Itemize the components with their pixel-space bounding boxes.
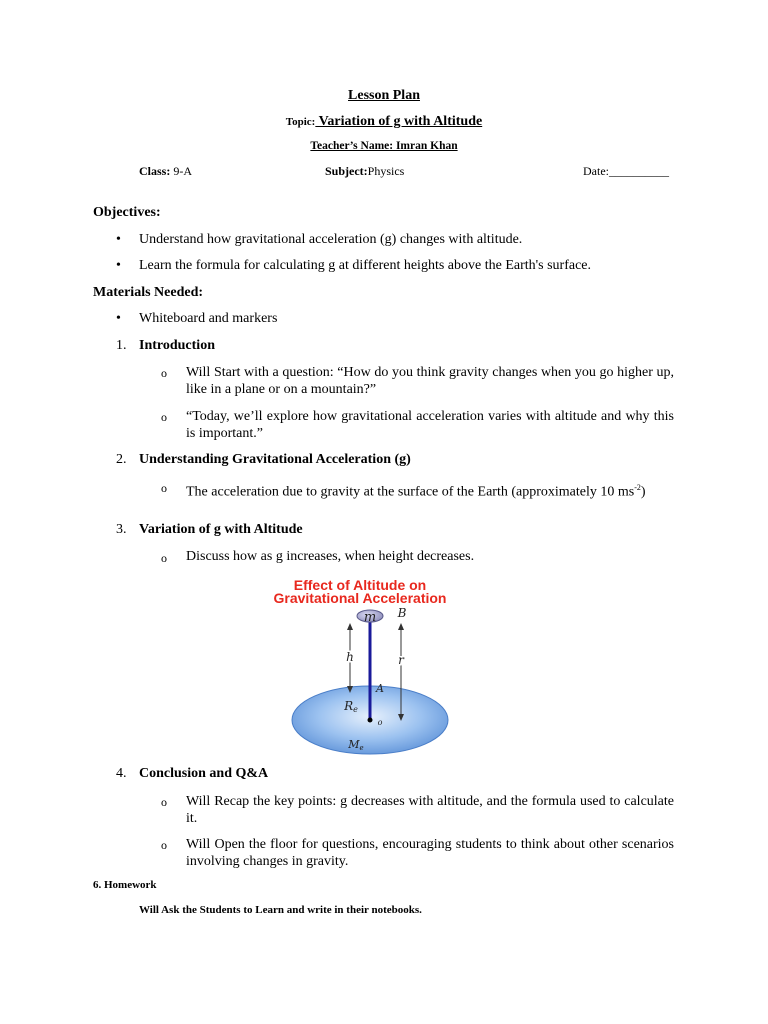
altitude-diagram: [184, 574, 536, 756]
topic-label: Topic:: [285, 116, 316, 128]
gravity-point-exponent: -2: [634, 483, 641, 492]
section-title-understanding: Understanding Gravitational Acceleration (g): [139, 452, 411, 467]
section-number: 2.: [116, 452, 127, 467]
bullet-marker: •: [116, 311, 121, 326]
conclusion-point: Will Open the floor for questions, encouraging students to think about other scenarios involving changes in gravity.: [186, 837, 674, 869]
topic-value: Variation of g with Altitude: [315, 114, 483, 129]
sub-bullet-marker: o: [161, 795, 167, 809]
sub-bullet-marker: o: [161, 410, 167, 424]
section-title-introduction: Introduction: [139, 338, 215, 353]
section-number: 3.: [116, 522, 127, 537]
figure-title-line2: Gravitational Acceleration: [273, 590, 447, 606]
sub-bullet-marker: o: [161, 481, 167, 495]
section-number: 4.: [116, 766, 127, 781]
homework-text: Will Ask the Students to Learn and write in their notebooks.: [139, 904, 422, 916]
sub-bullet-marker: o: [161, 551, 167, 565]
distance-label: r: [398, 653, 404, 667]
class-field: [139, 164, 192, 179]
date-field: Date:__________: [583, 164, 669, 178]
class-value: 9-A: [170, 164, 193, 178]
subject-value: Physics: [367, 164, 405, 178]
homework-heading: 6. Homework: [93, 879, 157, 891]
materials-heading: Materials Needed:: [93, 285, 204, 300]
figure-title-line1: Effect of Altitude on: [293, 577, 427, 593]
teacher-name: Teacher’s Name: Imran Khan: [310, 140, 458, 152]
intro-point: “Today, we’ll explore how gravitational acceleration varies with altitude and why this is important.”: [186, 409, 674, 441]
gravity-point-text: The acceleration due to gravity at the surface of the Earth (approximately 10 ms: [186, 484, 635, 500]
section-title-variation: Variation of g with Altitude: [139, 522, 303, 537]
topic-line: [0, 114, 768, 130]
gravity-point-end: ): [640, 484, 646, 500]
earth-radius-label: Re: [344, 699, 358, 714]
objective-item: Understand how gravitational acceleration (g) changes with altitude.: [139, 232, 523, 247]
section-number: 1.: [116, 338, 127, 353]
center-label: o: [377, 718, 383, 727]
conclusion-point: Will Recap the key points: g decreases with altitude, and the formula used to calculate it.: [186, 794, 674, 826]
variation-point: Discuss how as g increases, when height decreases.: [186, 549, 475, 564]
material-item: Whiteboard and markers: [139, 311, 278, 326]
class-label: Class:: [139, 164, 171, 178]
subject-label: Subject:: [325, 164, 368, 178]
sub-bullet-marker: o: [161, 838, 167, 852]
subject-field: [325, 164, 404, 179]
intro-point: Will Start with a question: “How do you think gravity changes when you go higher up, like in a plane or on a mountain?”: [186, 365, 674, 397]
mass-label: m: [363, 610, 377, 625]
bullet-marker: •: [116, 258, 121, 273]
height-label: h: [346, 650, 354, 664]
objectives-heading: Objectives:: [93, 205, 161, 220]
point-a-label: A: [376, 682, 384, 695]
page-title: Lesson Plan: [348, 88, 420, 103]
sub-bullet-marker: o: [161, 366, 167, 380]
point-b-label: B: [397, 606, 407, 620]
section-title-conclusion: Conclusion and Q&A: [139, 766, 269, 781]
objective-item: Learn the formula for calculating g at different heights above the Earth's surface.: [139, 258, 592, 273]
earth-mass-label: Me: [348, 738, 364, 752]
earth-center-dot: [368, 718, 373, 723]
bullet-marker: •: [116, 232, 121, 247]
gravity-point: [186, 479, 674, 501]
